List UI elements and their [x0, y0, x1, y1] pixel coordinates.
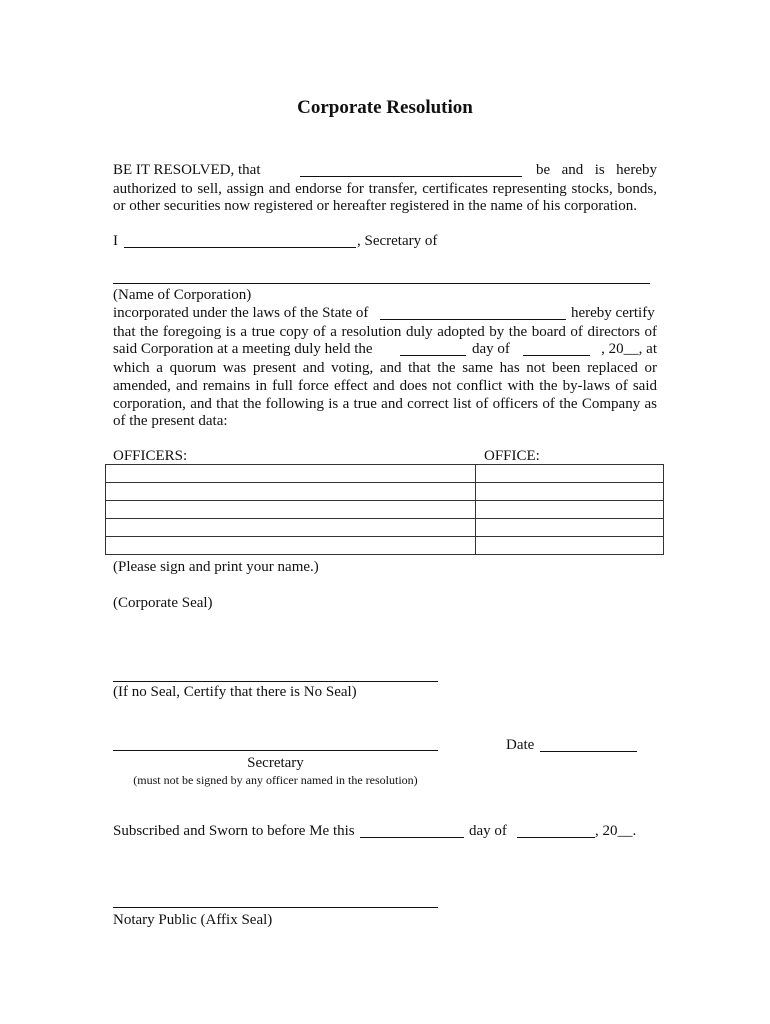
officer-cell[interactable] — [106, 537, 476, 555]
meeting-month-blank[interactable] — [523, 355, 590, 356]
notary-label: Notary Public (Affix Seal) — [113, 912, 273, 928]
date-label: Date — [506, 737, 535, 753]
office-cell[interactable] — [476, 465, 664, 483]
table-row — [106, 501, 664, 519]
corporate-seal-label: (Corporate Seal) — [113, 595, 213, 611]
certification-line-4: which a quorum was present and voting, and that the same has not been replaced or — [113, 360, 657, 376]
office-header: OFFICE: — [484, 448, 540, 464]
secretary-suffix: , Secretary of — [357, 233, 438, 249]
table-row — [106, 519, 664, 537]
table-row — [106, 537, 664, 555]
no-seal-blank[interactable] — [113, 681, 438, 682]
officers-table — [105, 464, 664, 555]
sworn-mid: day of — [469, 823, 507, 839]
secretary-prefix: I — [113, 233, 118, 249]
certification-line-1-end: hereby certify — [571, 305, 655, 321]
resolution-line-3: or other securities now registered or hereafter registered in the name of his corporation. — [113, 198, 637, 214]
notary-signature-blank[interactable] — [113, 907, 438, 908]
state-blank[interactable] — [380, 319, 566, 320]
meeting-day-blank[interactable] — [400, 355, 466, 356]
secretary-signature-blank[interactable] — [113, 750, 438, 751]
certification-line-3-b: day of — [472, 341, 510, 357]
corporation-name-blank[interactable] — [113, 283, 650, 284]
name-of-corporation-label: (Name of Corporation) — [113, 287, 252, 303]
resolution-line-1-start: BE IT RESOLVED, that — [113, 162, 261, 178]
sworn-month-blank[interactable] — [517, 837, 595, 838]
officer-cell[interactable] — [106, 501, 476, 519]
secretary-label: Secretary — [247, 755, 304, 771]
officer-cell[interactable] — [106, 519, 476, 537]
sworn-day-blank[interactable] — [360, 837, 464, 838]
officer-cell[interactable] — [106, 465, 476, 483]
certification-line-5: amended, and remains in full force effect and does not conflict with the by-laws of said — [113, 378, 657, 394]
table-row — [106, 465, 664, 483]
date-blank[interactable] — [540, 751, 637, 752]
resolution-line-2: authorized to sell, assign and endorse for transfer, certificates representing stocks, bonds, — [113, 181, 657, 197]
officer-cell[interactable] — [106, 483, 476, 501]
officers-header: OFFICERS: — [113, 448, 188, 464]
certification-line-7: of the present data: — [113, 413, 228, 429]
office-cell[interactable] — [476, 501, 664, 519]
office-cell[interactable] — [476, 537, 664, 555]
certification-line-6: corporation, and that the following is a true and correct list of officers of the Company as — [113, 396, 657, 412]
document-title: Corporate Resolution — [297, 97, 473, 118]
sign-note: (Please sign and print your name.) — [113, 559, 319, 575]
sworn-end: , 20__. — [595, 823, 637, 839]
certification-line-1-start: incorporated under the laws of the State of — [113, 305, 369, 321]
no-seal-label: (If no Seal, Certify that there is No Seal) — [113, 684, 357, 700]
resolution-line-1-end: be and is hereby — [536, 162, 657, 178]
secretary-name-blank[interactable] — [124, 247, 356, 248]
office-cell[interactable] — [476, 519, 664, 537]
certification-line-3-a: said Corporation at a meeting duly held the — [113, 341, 373, 357]
authorized-person-blank[interactable] — [300, 176, 522, 177]
certification-line-3-c: , 20__, at — [601, 341, 657, 357]
office-cell[interactable] — [476, 483, 664, 501]
sworn-start: Subscribed and Sworn to before Me this — [113, 823, 355, 839]
table-row — [106, 483, 664, 501]
certification-line-2: that the foregoing is a true copy of a resolution duly adopted by the board of directors of — [113, 324, 657, 340]
secretary-note: (must not be signed by any officer named in the resolution) — [133, 773, 418, 787]
